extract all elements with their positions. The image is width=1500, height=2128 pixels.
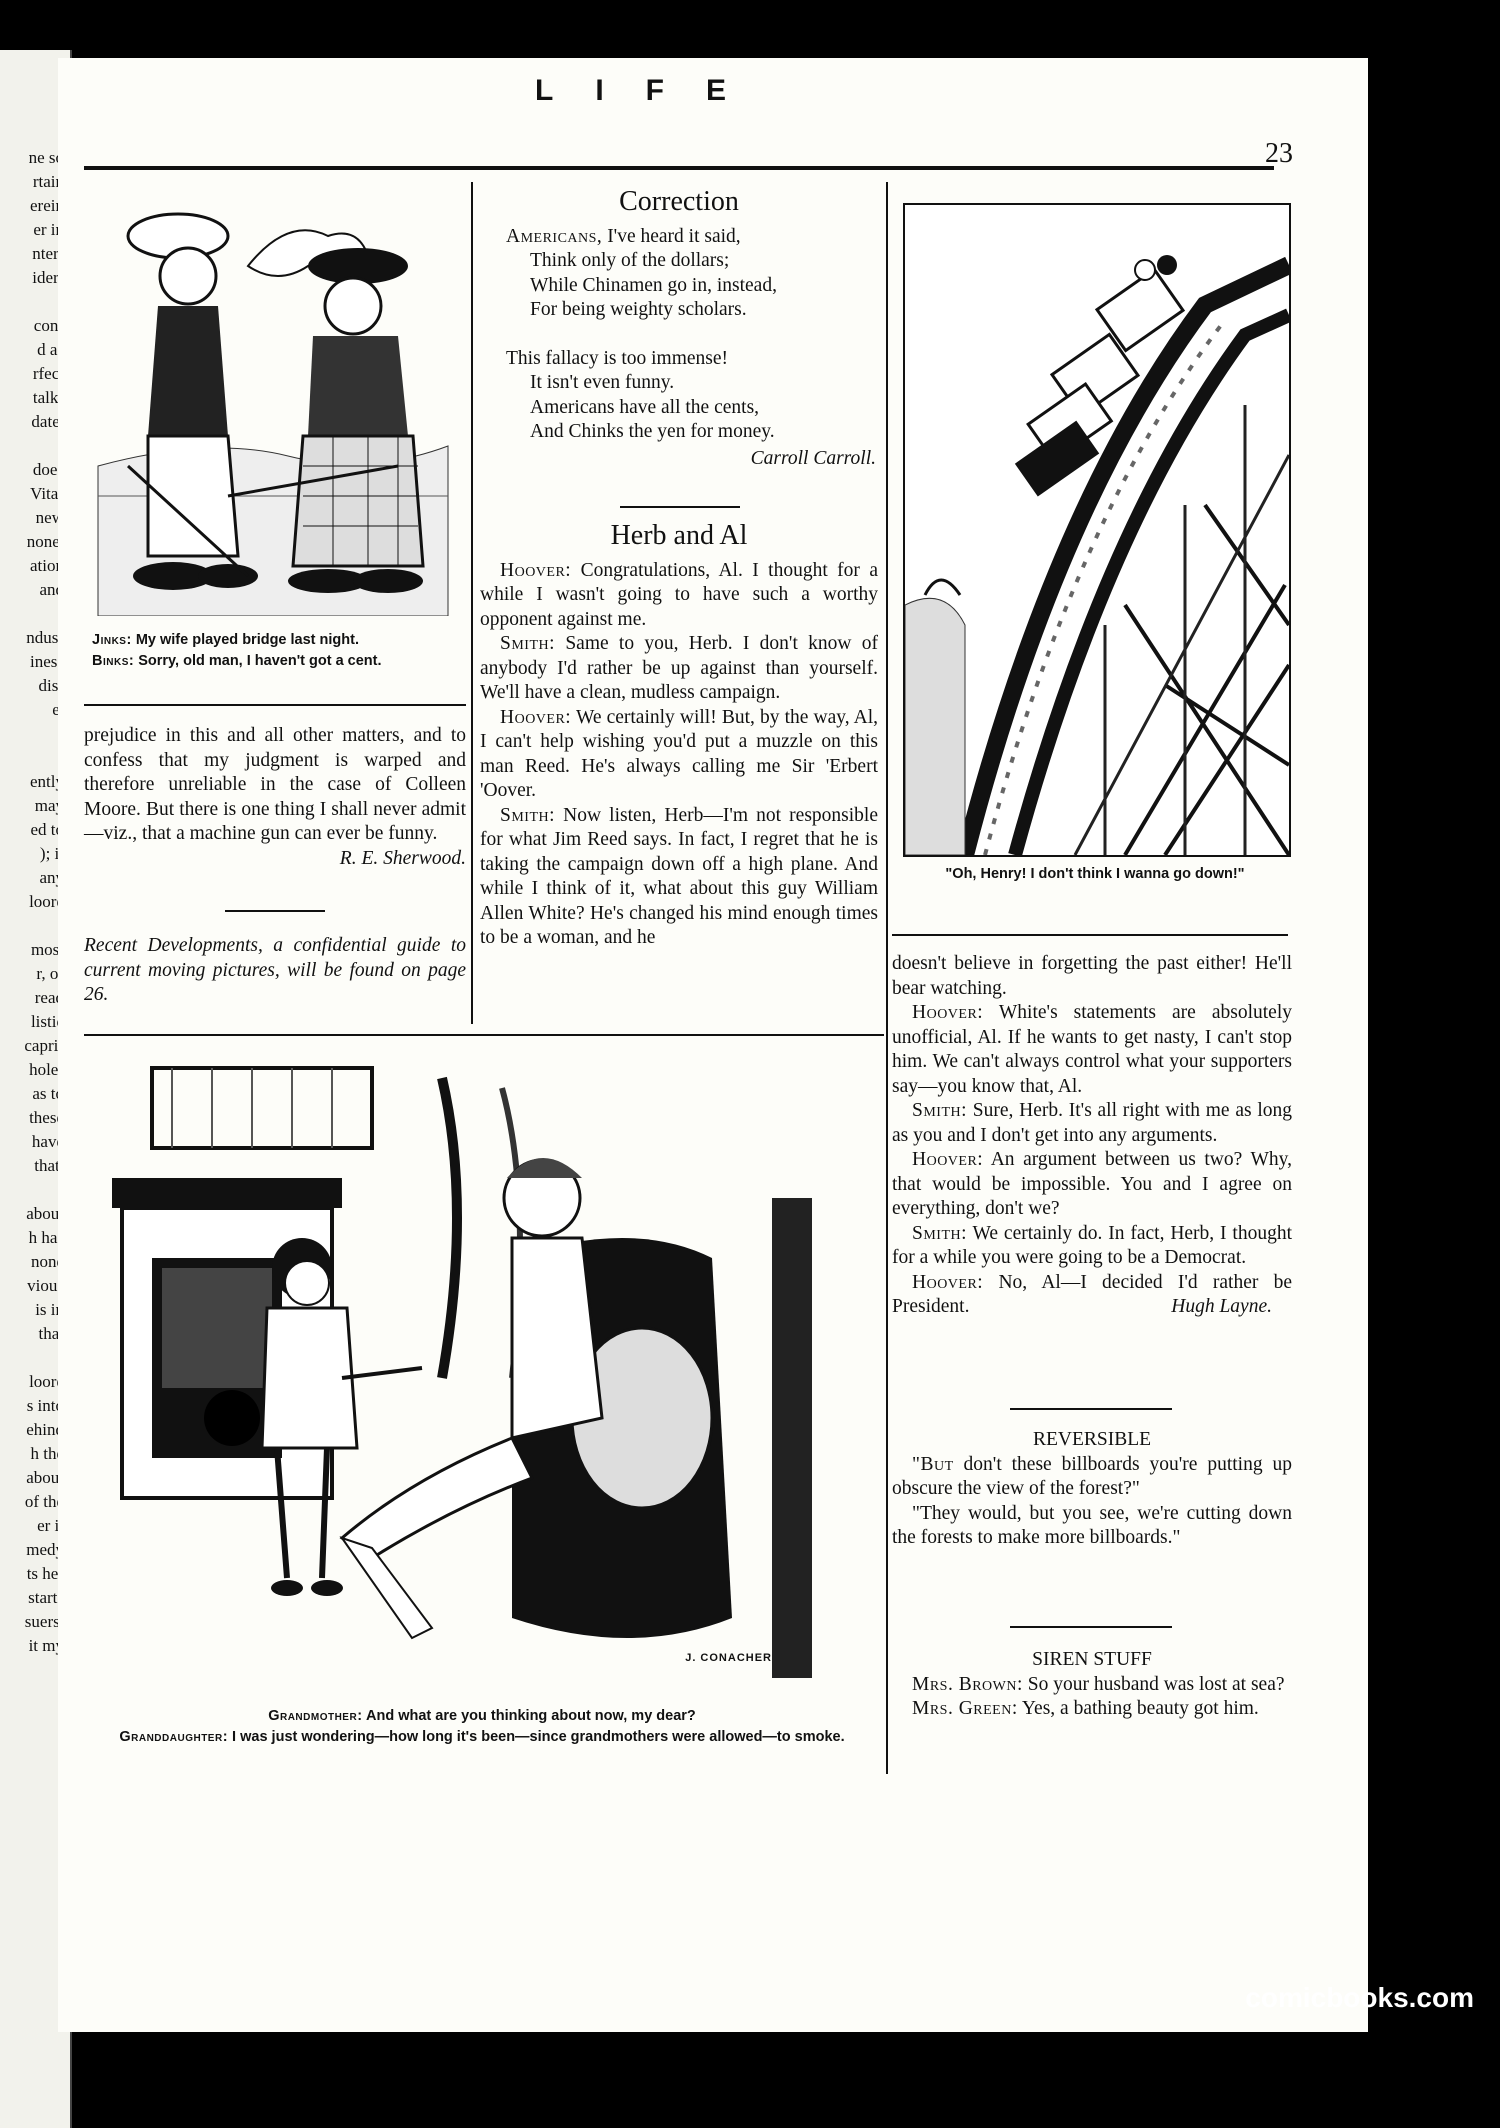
recent-note-text: Recent Developments, a confidential guide to current moving pictures, will be found on page 26. bbox=[84, 934, 466, 1008]
herb-and-al-signature: Hugh Layne. bbox=[892, 1295, 1292, 1320]
roller-coaster-caption-text: "Oh, Henry! I don't think I wanna go down!" bbox=[945, 866, 1244, 882]
prev-page-fragment: s into bbox=[0, 1394, 70, 1418]
speaker-grandmother: Grandmother: bbox=[268, 1708, 362, 1724]
dialogue-text: Congratulations, Al. I thought for a while I wasn't going to have such a worthy opponent against me. bbox=[480, 560, 878, 630]
poem-line bbox=[506, 225, 876, 250]
poem-line: It isn't even funny. bbox=[506, 371, 876, 396]
prev-page-fragment: rfect bbox=[0, 362, 70, 386]
prev-page-fragment: ider- bbox=[0, 266, 70, 290]
dialogue-speaker: Hoover: bbox=[912, 1272, 983, 1293]
dialogue-text: Sure, Herb. It's all right with me as long as you and I don't get into any arguments. bbox=[892, 1100, 1292, 1146]
correction-poem bbox=[482, 190, 876, 471]
dialogue-text: So your husband was lost at sea? bbox=[1023, 1674, 1285, 1695]
prev-page-fragment: any bbox=[0, 866, 70, 890]
dialogue-line bbox=[480, 706, 878, 804]
siren-stuff-title: SIREN STUFF bbox=[892, 1648, 1292, 1673]
dialogue-speaker: Hoover: bbox=[912, 1149, 983, 1170]
reversible-title: REVERSIBLE bbox=[892, 1428, 1292, 1453]
dialogue-text: An argument between us two? Why, that would be impossible. You and I agree on everything, don't we? bbox=[892, 1149, 1292, 1219]
prev-page-fragment: ts her bbox=[0, 1562, 70, 1586]
prev-page-fragment: and bbox=[0, 578, 70, 602]
coaster-caption-rule bbox=[892, 934, 1288, 936]
caption-line-binks bbox=[92, 651, 462, 672]
caption-text-granddaughter: I was just wondering—how long it's been—since grandmothers were allowed—to smoke. bbox=[228, 1729, 845, 1745]
grandmother-cartoon bbox=[112, 1058, 852, 1690]
caption-text-binks: Sorry, old man, I haven't got a cent. bbox=[134, 653, 381, 669]
prev-page-fragment: it my bbox=[0, 1634, 70, 1658]
sherwood-signature: R. E. Sherwood. bbox=[84, 847, 466, 872]
poem-line: While Chinamen go in, instead, bbox=[506, 274, 876, 299]
prev-page-fragment: medy bbox=[0, 1538, 70, 1562]
dialogue-speaker: Mrs. Brown: bbox=[912, 1674, 1023, 1695]
herb-dialogue-col1 bbox=[480, 559, 878, 951]
golf-cartoon-caption bbox=[92, 630, 462, 672]
lower-section-rule bbox=[84, 1034, 884, 1036]
caption-line-jinks bbox=[92, 630, 462, 651]
masthead: LIFE bbox=[535, 74, 768, 108]
prev-page-fragment: none bbox=[0, 1250, 70, 1274]
poem-line: Think only of the dollars; bbox=[506, 249, 876, 274]
sherwood-text: prejudice in this and all other matters, and to confess that my judgment is warped and therefore unreliable in the case of Colleen Moore. But there is one thing I shall never admit—viz., that a machine gun can ever be funny. bbox=[84, 724, 466, 847]
speaker-jinks: Jinks: bbox=[92, 632, 132, 648]
watermark: comicbooks.com bbox=[1245, 1982, 1474, 2014]
prev-page-fragment: is in bbox=[0, 1298, 70, 1322]
prev-page-fragment: talk- bbox=[0, 386, 70, 410]
speaker-granddaughter: Granddaughter: bbox=[119, 1729, 228, 1745]
prev-page-fragment: ne so bbox=[0, 146, 70, 170]
page-number: 23 bbox=[1265, 138, 1293, 170]
prev-page-fragment: r, of bbox=[0, 962, 70, 986]
prev-page-fragment: d as bbox=[0, 338, 70, 362]
dialogue-line bbox=[892, 1148, 1292, 1222]
correction-title: Correction bbox=[482, 190, 876, 215]
dialogue-line bbox=[480, 559, 878, 633]
herb-continuation: doesn't believe in forgetting the past either! He'll bear watching. bbox=[892, 952, 1292, 1001]
prev-page-fragment: date. bbox=[0, 410, 70, 434]
prev-page-fragment: ently bbox=[0, 770, 70, 794]
poem-line: For being weighty scholars. bbox=[506, 298, 876, 323]
dialogue-speaker: Smith: bbox=[912, 1223, 967, 1244]
prev-page-fragment: er it bbox=[0, 1514, 70, 1538]
prev-page-fragment: most bbox=[0, 938, 70, 962]
poem-line-lead: Americans, bbox=[506, 226, 602, 247]
dialogue-text: Yes, a bathing beauty got him. bbox=[1018, 1698, 1259, 1719]
prev-page-fragment: er in bbox=[0, 218, 70, 242]
prev-page-fragment: dis- bbox=[0, 674, 70, 698]
prev-page-fragment: that bbox=[0, 1322, 70, 1346]
dialogue-text: Same to you, Herb. I don't know of anybody I'd rather be up against than yourself. We'll have a clean, mudless campaign. bbox=[480, 633, 878, 703]
siren-stuff-piece bbox=[892, 1648, 1292, 1722]
caption-line-grandmother bbox=[84, 1706, 880, 1727]
reversible-lead: "But bbox=[912, 1454, 954, 1475]
dialogue-text: White's statements are absolutely unofficial, Al. If he wants to get nasty, I can't stop him. We can't always control what your supporters say—you know that, Al. bbox=[892, 1002, 1292, 1097]
dialogue-speaker: Mrs. Green: bbox=[912, 1698, 1018, 1719]
speaker-binks: Binks: bbox=[92, 653, 134, 669]
reversible-rule bbox=[1010, 1626, 1172, 1628]
prev-page-fragment: new bbox=[0, 506, 70, 530]
herb-end-rule bbox=[1010, 1408, 1172, 1410]
dialogue-text: Now listen, Herb—I'm not responsible for what Jim Reed says. In fact, I regret that he is taking the campaign down off a high plane. And while I think of it, what about this guy William Allen White? He's changed his mind enough times to be a woman, and he bbox=[480, 805, 878, 949]
dialogue-speaker: Hoover: bbox=[912, 1002, 983, 1023]
roller-coaster-caption bbox=[900, 864, 1290, 885]
dialogue-speaker: Hoover: bbox=[500, 560, 571, 581]
prev-page-fragment: ndus- bbox=[0, 626, 70, 650]
prev-page-fragment: may bbox=[0, 794, 70, 818]
prev-page-fragment: rtain bbox=[0, 170, 70, 194]
caption-line-granddaughter bbox=[84, 1727, 880, 1748]
prev-page-fragment: capri- bbox=[0, 1034, 70, 1058]
prev-page-fragment: starts bbox=[0, 1586, 70, 1610]
siren-stuff-dialogue bbox=[892, 1673, 1292, 1722]
dialogue-line bbox=[892, 1099, 1292, 1148]
dialogue-speaker: Smith: bbox=[500, 633, 555, 654]
herb-and-al-col1 bbox=[480, 524, 878, 951]
reversible-piece bbox=[892, 1428, 1292, 1551]
prev-page-fragment: read bbox=[0, 986, 70, 1010]
correction-verse bbox=[482, 225, 876, 445]
sherwood-piece bbox=[84, 724, 466, 871]
prev-page-fragment: Vita- bbox=[0, 482, 70, 506]
prev-page-fragment: loore bbox=[0, 890, 70, 914]
dialogue-speaker: Smith: bbox=[912, 1100, 967, 1121]
herb-and-al-title: Herb and Al bbox=[480, 524, 878, 549]
golf-cartoon-drawing bbox=[88, 196, 458, 616]
prev-page-fragment: none, bbox=[0, 530, 70, 554]
prev-page-fragment: as to bbox=[0, 1082, 70, 1106]
correction-signature: Carroll Carroll. bbox=[482, 447, 876, 472]
dialogue-line bbox=[892, 1673, 1292, 1698]
grandmother-cartoon-caption bbox=[84, 1706, 880, 1748]
prev-page-fragment: that, bbox=[0, 1154, 70, 1178]
roller-coaster-drawing bbox=[905, 205, 1289, 855]
prev-page-fragment: con- bbox=[0, 314, 70, 338]
prev-page-fragment: about bbox=[0, 1202, 70, 1226]
prev-page-fragment: erein bbox=[0, 194, 70, 218]
prev-page-fragment: nter- bbox=[0, 242, 70, 266]
caption-text-jinks: My wife played bridge last night. bbox=[132, 632, 359, 648]
column-rule-right bbox=[886, 182, 888, 1774]
herb-dialogue-col3 bbox=[892, 1001, 1292, 1320]
golf-cartoon bbox=[88, 196, 458, 616]
dialogue-speaker: Smith: bbox=[500, 805, 555, 826]
prev-page-fragment: loore bbox=[0, 1370, 70, 1394]
prev-page-fragment: ); it bbox=[0, 842, 70, 866]
golf-caption-rule bbox=[84, 704, 466, 706]
prev-page-fragment: suers. bbox=[0, 1610, 70, 1634]
prev-page-fragment: does bbox=[0, 458, 70, 482]
reversible-paragraph-1 bbox=[892, 1453, 1292, 1502]
prev-page-fragment: vious bbox=[0, 1274, 70, 1298]
poem-line-rest: I've heard it said, bbox=[602, 226, 740, 247]
prev-page-fragment: ed to bbox=[0, 818, 70, 842]
grandmother-cartoon-drawing bbox=[112, 1058, 852, 1690]
prev-page-fragment: about bbox=[0, 1466, 70, 1490]
prev-page-fragment: h the bbox=[0, 1442, 70, 1466]
prev-page-fragment: of the bbox=[0, 1490, 70, 1514]
prev-page-fragment: ehind bbox=[0, 1418, 70, 1442]
dialogue-text: No, Al—I decided I'd rather be President. bbox=[892, 1272, 1292, 1318]
grandmother-artist-signature: J. CONACHER bbox=[685, 1652, 772, 1664]
header-rule bbox=[84, 166, 1274, 170]
dialogue-text: We certainly do. In fact, Herb, I thought for a while you were going to be a Democrat. bbox=[892, 1223, 1292, 1269]
dialogue-line bbox=[480, 804, 878, 951]
recent-developments-note bbox=[84, 934, 466, 1008]
prev-page-fragment: hole- bbox=[0, 1058, 70, 1082]
dialogue-line bbox=[892, 1697, 1292, 1722]
roller-coaster-cartoon bbox=[903, 203, 1291, 857]
dialogue-text: We certainly will! But, by the way, Al, I can't help wishing you'd put a muzzle on this man Reed. He's always calling me Sir 'Erbert 'Oover. bbox=[480, 707, 878, 802]
correction-rule bbox=[620, 506, 740, 508]
prev-page-fragment: have bbox=[0, 1130, 70, 1154]
herb-and-al-col3 bbox=[892, 952, 1292, 1320]
poem-line: And Chinks the yen for money. bbox=[506, 420, 876, 445]
reversible-paragraph-2: "They would, but you see, we're cutting down the forests to make more billboards." bbox=[892, 1502, 1292, 1551]
poem-line: This fallacy is too immense! bbox=[506, 347, 876, 372]
prev-page-fragment: h has bbox=[0, 1226, 70, 1250]
prev-page-fragment: these bbox=[0, 1106, 70, 1130]
prev-page-fragment: ation bbox=[0, 554, 70, 578]
prev-page-fragment: iness bbox=[0, 650, 70, 674]
prev-page-fragment: listic bbox=[0, 1010, 70, 1034]
reversible-p1-rest: don't these billboards you're putting up obscure the view of the forest?" bbox=[892, 1454, 1292, 1500]
dialogue-speaker: Hoover: bbox=[500, 707, 571, 728]
sherwood-rule bbox=[225, 910, 325, 912]
dialogue-line bbox=[892, 1222, 1292, 1271]
dialogue-line bbox=[480, 632, 878, 706]
dialogue-line bbox=[892, 1001, 1292, 1099]
caption-text-grandmother: And what are you thinking about now, my dear? bbox=[363, 1708, 696, 1724]
column-rule-left bbox=[471, 182, 473, 1024]
poem-line: Americans have all the cents, bbox=[506, 396, 876, 421]
